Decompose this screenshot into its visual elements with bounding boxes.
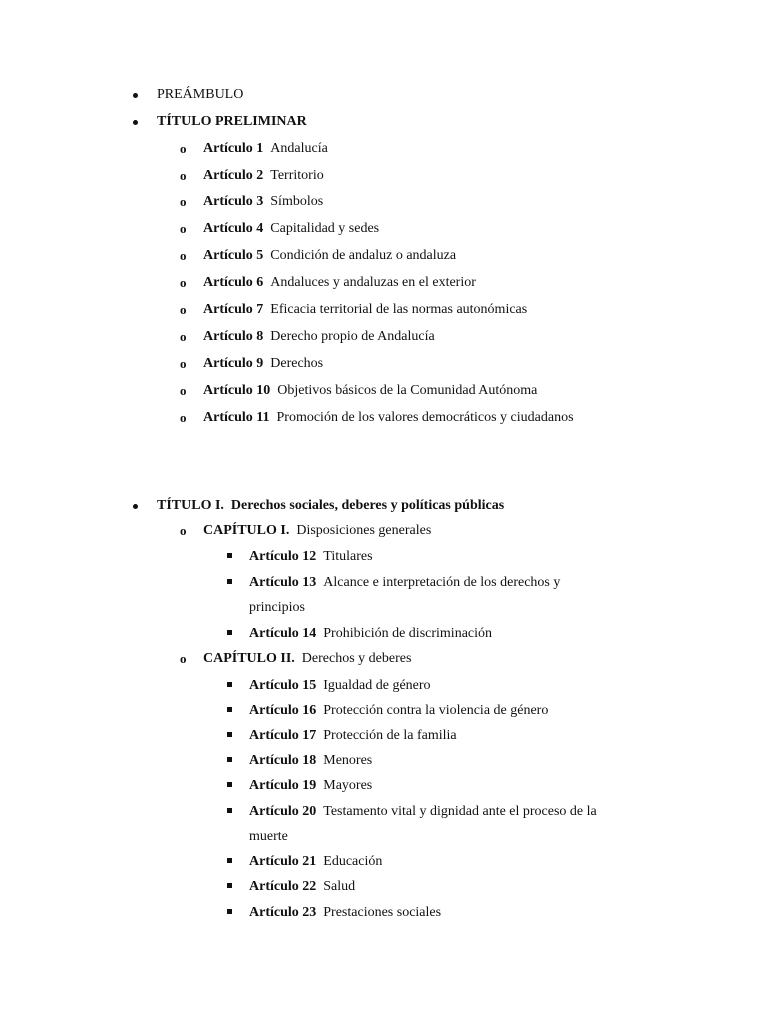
bullet-square-icon [227, 707, 232, 712]
toc-titulo-preliminar-label: TÍTULO PRELIMINAR [157, 114, 307, 129]
capitulo-1-title: Disposiciones generales [296, 523, 432, 538]
article-number: Artículo 7 [203, 302, 264, 317]
article-title: Prestaciones sociales [323, 905, 442, 920]
bullet-circle-icon: o [180, 523, 187, 538]
bullet-circle-icon: o [180, 141, 187, 156]
toc-capitulo-2 [203, 649, 411, 669]
article-title: Protección contra la violencia de género [323, 703, 549, 718]
toc-preambulo-label: PREÁMBULO [157, 87, 244, 102]
article-title: Objetivos básicos de la Comunidad Autónoma [277, 383, 538, 398]
article-number: Artículo 20 [249, 804, 317, 819]
article-title: Mayores [323, 778, 373, 793]
article-title-cont: muerte [249, 829, 288, 844]
article-title: Andaluces y andaluzas en el exterior [270, 275, 476, 290]
toc-article-item [203, 219, 379, 239]
bullet-circle-icon: o [180, 194, 187, 209]
article-title: Titulares [323, 549, 373, 564]
toc-article-item [203, 354, 323, 374]
article-title: Protección de la familia [323, 728, 457, 743]
article-title: Testamento vital y dignidad ante el proceso de la [323, 804, 597, 819]
article-number: Artículo 9 [203, 356, 264, 371]
bullet-circle-icon: o [180, 329, 187, 344]
article-number: Artículo 3 [203, 194, 264, 209]
bullet-circle-icon: o [180, 651, 187, 666]
article-number: Artículo 1 [203, 141, 264, 156]
bullet-square-icon [227, 630, 232, 635]
toc-article-item [203, 166, 324, 186]
toc-titulo-1 [157, 496, 504, 516]
toc-article-item [203, 300, 527, 320]
article-title: Símbolos [270, 194, 324, 209]
toc-article-item [249, 877, 355, 897]
bullet-square-icon [227, 553, 232, 558]
article-title: Andalucía [270, 141, 328, 156]
bullet-circle-icon: o [180, 383, 187, 398]
bullet-square-icon [227, 883, 232, 888]
toc-article-item [249, 802, 597, 822]
bullet-dot-icon [133, 93, 138, 98]
bullet-square-icon [227, 682, 232, 687]
article-title: Eficacia territorial de las normas autonómicas [270, 302, 528, 317]
article-title-continuation [249, 598, 305, 618]
article-title-continuation [249, 827, 288, 847]
toc-capitulo-1 [203, 521, 431, 541]
article-title: Prohibición de discriminación [323, 626, 493, 641]
toc-article-item [203, 192, 323, 212]
article-number: Artículo 5 [203, 248, 264, 263]
article-number: Artículo 22 [249, 879, 317, 894]
bullet-square-icon [227, 909, 232, 914]
article-number: Artículo 17 [249, 728, 317, 743]
bullet-circle-icon: o [180, 356, 187, 371]
article-number: Artículo 4 [203, 221, 264, 236]
bullet-square-icon [227, 858, 232, 863]
article-number: Artículo 21 [249, 854, 317, 869]
article-number: Artículo 8 [203, 329, 264, 344]
article-title: Derechos [270, 356, 324, 371]
article-title: Igualdad de género [323, 678, 431, 693]
bullet-circle-icon: o [180, 221, 187, 236]
article-number: Artículo 12 [249, 549, 317, 564]
article-number: Artículo 18 [249, 753, 317, 768]
article-title: Educación [323, 854, 383, 869]
article-title: Promoción de los valores democráticos y ciudadanos [276, 410, 574, 425]
toc-article-item [249, 547, 373, 567]
titulo-1-label: TÍTULO I. [157, 498, 224, 513]
article-title: Derecho propio de Andalucía [270, 329, 435, 344]
article-number: Artículo 2 [203, 168, 264, 183]
bullet-square-icon [227, 808, 232, 813]
article-title: Condición de andaluz o andaluza [270, 248, 457, 263]
toc-article-item [249, 776, 372, 796]
toc-article-item [249, 751, 372, 771]
bullet-square-icon [227, 579, 232, 584]
toc-article-item [203, 246, 456, 266]
bullet-circle-icon: o [180, 410, 187, 425]
bullet-circle-icon: o [180, 248, 187, 263]
toc-article-item [249, 624, 492, 644]
titulo-1-title: Derechos sociales, deberes y políticas públicas [230, 498, 505, 513]
bullet-square-icon [227, 757, 232, 762]
article-title-cont: principios [249, 600, 305, 615]
toc-titulo-preliminar [157, 112, 307, 132]
toc-article-item [249, 701, 548, 721]
article-number: Artículo 16 [249, 703, 317, 718]
toc-article-item [203, 408, 574, 428]
article-number: Artículo 10 [203, 383, 271, 398]
toc-article-item [249, 676, 431, 696]
article-number: Artículo 11 [203, 410, 270, 425]
bullet-square-icon [227, 782, 232, 787]
capitulo-2-label: CAPÍTULO II. [203, 651, 295, 666]
bullet-circle-icon: o [180, 302, 187, 317]
article-number: Artículo 6 [203, 275, 264, 290]
toc-article-item [203, 139, 328, 159]
article-title: Capitalidad y sedes [270, 221, 380, 236]
article-title: Alcance e interpretación de los derechos y [323, 575, 561, 590]
capitulo-2-title: Derechos y deberes [301, 651, 412, 666]
toc-article-item [249, 852, 382, 872]
toc-article-item [249, 726, 457, 746]
article-title: Territorio [270, 168, 324, 183]
article-title: Menores [323, 753, 373, 768]
bullet-dot-icon [133, 504, 138, 509]
article-number: Artículo 19 [249, 778, 317, 793]
bullet-circle-icon: o [180, 275, 187, 290]
toc-article-item [249, 903, 441, 923]
article-number: Artículo 15 [249, 678, 317, 693]
capitulo-1-label: CAPÍTULO I. [203, 523, 290, 538]
toc-article-item [203, 327, 435, 347]
article-number: Artículo 14 [249, 626, 317, 641]
article-number: Artículo 13 [249, 575, 317, 590]
toc-preambulo [157, 85, 243, 105]
bullet-dot-icon [133, 120, 138, 125]
toc-article-item [203, 273, 476, 293]
toc-article-item [203, 381, 537, 401]
article-number: Artículo 23 [249, 905, 317, 920]
bullet-circle-icon: o [180, 168, 187, 183]
bullet-square-icon [227, 732, 232, 737]
article-title: Salud [323, 879, 356, 894]
toc-article-item [249, 573, 560, 593]
